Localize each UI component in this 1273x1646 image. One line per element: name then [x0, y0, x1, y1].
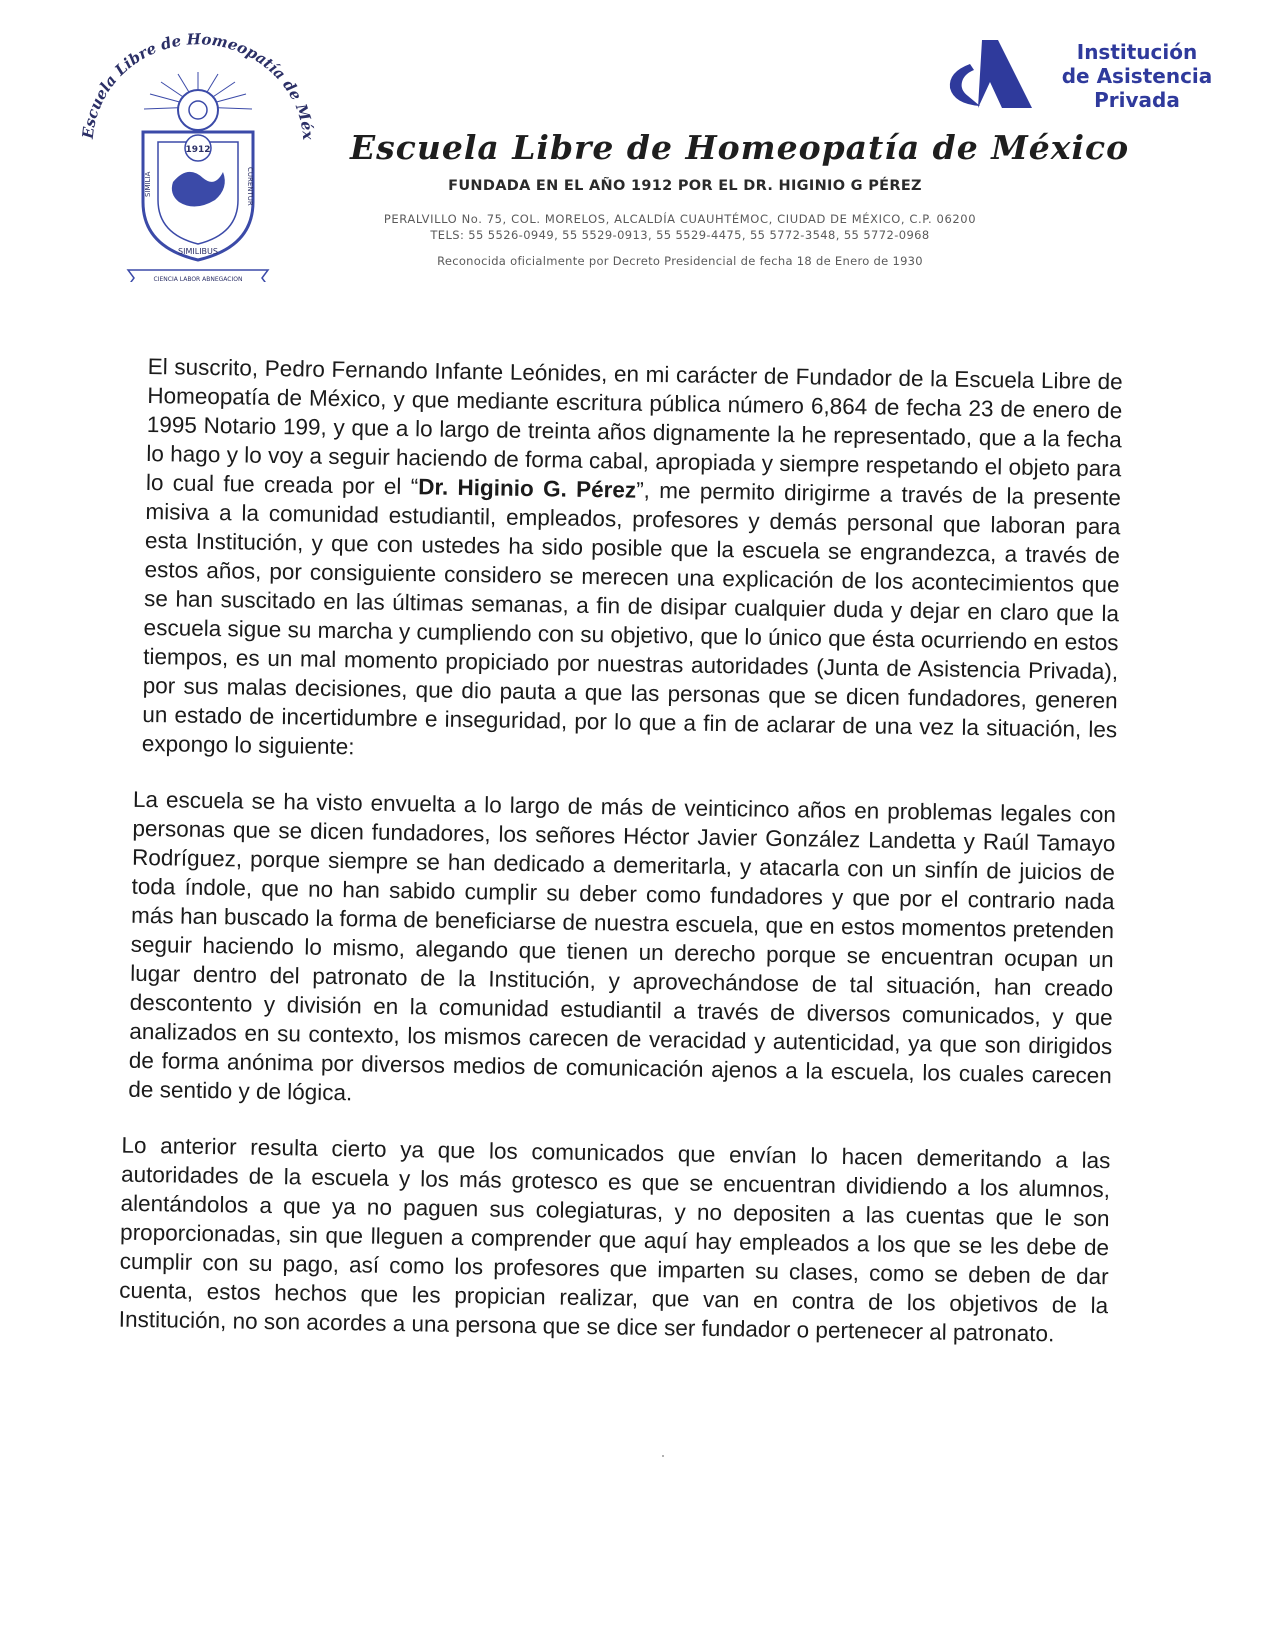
- school-name-heading: Escuela Libre de Homeopatía de México: [350, 128, 1130, 167]
- iap-line-1: Institución: [1076, 40, 1198, 64]
- iap-line-3: Privada: [1094, 88, 1180, 112]
- paragraph-3: Lo anterior resulta cierto ya que los comunicados que envían lo hacen demeritando a las autoridades de la escuela y los más grotesco es que se encuentran dividiendo a los alumnos, alentándolos a que ya no paguen sus colegiaturas, y no depositen a las cuentas que le son proporcionadas, sin que lleguen a comprender que aquí hay empleados a los que se les debe de cumplir con su pago, así como los profesores que imparten su clases, como se deben de dar cuenta, estos hechos que les propician realizar, que van en contra de los objetivos de la Institución, no son acordes a una persona que se dice ser fundador o pertenecer al patronato.: [118, 1132, 1111, 1347]
- address-line: PERALVILLO No. 75, COL. MORELOS, ALCALDÍA CUAUHTÉMOC, CIUDAD DE MÉXICO, C.P. 06200: [383, 212, 977, 226]
- seal-ribbon-text: CIENCIA LABOR ABNEGACION: [153, 276, 243, 282]
- paragraph-2: La escuela se ha visto envuelta a lo largo de más de veinticinco años en problemas legales con personas que se dicen fundadores, los señores Héctor Javier González Landetta y Raúl Tamayo Rodríguez, porque siempre se han dedicado a demeritarla, y atacarla con un sinfín de juicios de toda índole, que no han sabido cumplir su deber como fundadores y que por el contrario nada más han buscado la forma de beneficiarse de nuestra escuela, que en estos momentos pretenden seguir haciendo lo mismo, alegando que tienen un derecho porque se encuentran ocupan un lugar dentro del patronato de la Institución, y aprovechándose de tal situación, han creado descontento y división en la comunidad estudiantil a través de diversos comunicados, y que analizados en su contexto, los mismos carecen de veracidad y autenticidad, ya que son dirigidos de forma anónima por diversos medios de comunicación ajenos a la escuela, los cuales carecen de sentido y de lógica.: [128, 786, 1117, 1106]
- seal-right-band: CURENTUR: [246, 167, 254, 206]
- seal-left-band: SIMILIA: [144, 171, 152, 197]
- paragraph-1: [142, 352, 1123, 773]
- iap-line-2: de Asistencia: [1061, 64, 1213, 88]
- seal-bottom-band: SIMILIBUS: [178, 247, 218, 256]
- seal-arc-text: Escuela Libre de Homeopatía de Méx: [78, 32, 318, 141]
- school-seal-logo: [58, 32, 328, 282]
- iap-arrow-icon: [940, 38, 1040, 113]
- paragraph-1-start: El suscrito, Pedro Fernando Infante Leónides, en mi carácter de Fundador de la Escuela Libre de Homeopatía de México, y que mediante escritura pública número 6,864 de fecha 23 de enero de 1995 Notario 199, y que a lo largo de treinta años dignamente la he representado, que a la fecha lo hago y lo voy a seguir haciendo de forma cabal, apropiada y siempre respetando el objeto para lo cual fue creada por el “: [145, 353, 1123, 500]
- scan-speck: [662, 1455, 664, 1457]
- founder-name: Dr. Higinio G. Pérez: [418, 474, 637, 503]
- seal-year: 1912: [185, 145, 211, 155]
- recognition-line: Reconocida oficialmente por Decreto Presidencial de fecha 18 de Enero de 1930: [437, 254, 923, 268]
- letter-body: [118, 352, 1123, 1376]
- founded-line: FUNDADA EN EL AÑO 1912 POR EL DR. HIGINIO G PÉREZ: [448, 178, 922, 194]
- paragraph-1-end: ”, me permito dirigirme a través de la presente misiva a la comunidad estudiantil, empleados, profesores y demás personal que laboran para esta Institución, y que con ustedes ha sido posible que la escuela se engrandezca, a través de estos años, por consiguiente considero se merecen una explicación de los acontecimientos que se han suscitado en las últimas semanas, a fin de disipar cualquier duda y dejar en claro que la escuela sigue su marcha y cumpliendo con su objetivo, que lo único que ésta ocurriendo en estos tiempos, es un mal momento propiciado por nuestras autoridades (Junta de Asistencia Privada), por sus malas decisiones, que dio pauta a que las personas que se dicen fundadores, generen un estado de incertidumbre e inseguridad, por lo que a fin de aclarar de una vez la situación, les expongo lo siguiente:: [141, 477, 1122, 760]
- phones-line: TELS: 55 5526-0949, 55 5529-0913, 55 5529-4475, 55 5772-3548, 55 5772-0968: [430, 228, 930, 242]
- iap-logo: [940, 38, 1240, 118]
